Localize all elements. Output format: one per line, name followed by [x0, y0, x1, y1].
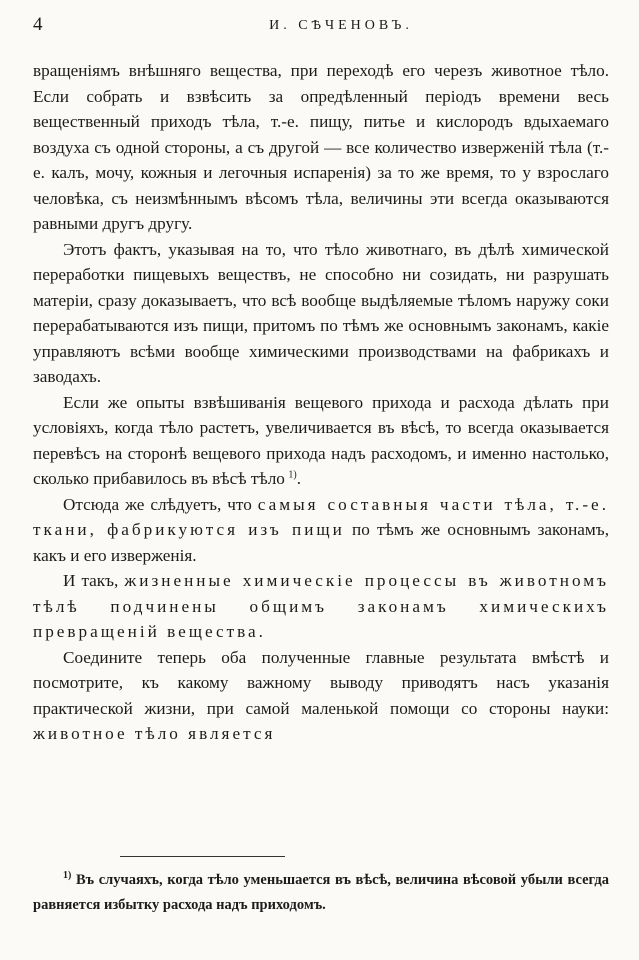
paragraph-4-emphasis: самыя составныя части тѣла, т.-е. ткани, фабрикуются изъ пищи: [33, 494, 609, 539]
running-head: И. СѢЧЕНОВЪ.: [269, 18, 413, 33]
paragraph-5-start: И такъ,: [63, 571, 119, 590]
paragraph-5: [33, 568, 609, 645]
footnote: [33, 868, 609, 918]
paragraph-3-text: Если же опыты взвѣшиванія вещевого прихода и расхода дѣлать при условіяхъ, когда тѣло растетъ, увеличивается въ вѣсѣ, то всегда оказывается перевѣсъ на сторонѣ вещевого прихода надъ расходомъ, и именно настолько, сколько прибавилось въ вѣсѣ тѣло: [33, 392, 609, 488]
paragraph-6-start: Соедините теперь оба полученные главные результата вмѣстѣ и посмотрите, къ какому важному выводу приводятъ насъ указанія практической жизни, при самой маленькой помощи со стороны науки:: [33, 647, 609, 718]
footnote-text: Въ случаяхъ, когда тѣло уменьшается въ вѣсѣ, величина вѣсовой убыли всегда равняется избытку расхода надъ приходомъ.: [33, 872, 610, 913]
paragraph-5-emphasis: жизненные химическіе процессы въ животномъ тѣлѣ подчинены общимъ законамъ химическихъ превращеній вещества.: [33, 571, 609, 641]
paragraph-6-emphasis: животное тѣло является: [33, 724, 276, 743]
footnote-divider: [120, 856, 285, 857]
paragraph-6: [33, 645, 609, 747]
paragraph-3: [33, 390, 609, 492]
paragraph-2: [33, 237, 609, 390]
paragraph-2-text: Этотъ фактъ, указывая на то, что тѣло животнаго, въ дѣлѣ химической переработки пищевыхъ веществъ, не способно ни созидать, ни разрушать матеріи, сразу доказываетъ, что всѣ вообще выдѣляемые тѣломъ наружу соки перерабатываются изъ пищи, притомъ по тѣмъ же основнымъ законамъ, какіе управляютъ всѣми вообще химическими производствами на фабрикахъ и заводахъ.: [33, 239, 609, 386]
paragraph-4: [33, 492, 609, 569]
body-text: [33, 58, 609, 747]
page-number: 4: [33, 14, 43, 35]
paragraph-3-end: .: [296, 469, 301, 488]
footnote-mark: 1): [63, 870, 72, 882]
paragraph-1: [33, 58, 609, 237]
paragraph-4-rest: по тѣмъ же основнымъ законамъ, какъ и его изверженія.: [33, 520, 609, 565]
footnote-ref[interactable]: 1): [288, 469, 297, 481]
paragraph-1-text: вращеніямъ внѣшняго вещества, при переходѣ его черезъ животное тѣло. Если собрать и взвѣсить за опредѣленный періодъ времени весь вещественный приходъ тѣла, т.-е. пищу, питье и кислородъ вдыхаемаго воздуха съ одной стороны, а съ другой — все количество изверженій тѣла (т.-е. калъ, мочу, кожныя и легочныя испаренія) за то же время, то у взрослаго человѣка, съ неизмѣннымъ вѣсомъ тѣла, величины эти всегда оказываются равными другъ другу.: [33, 61, 609, 233]
paragraph-4-start: Отсюда же слѣдуетъ, что: [63, 494, 252, 514]
page-header: [33, 14, 609, 42]
